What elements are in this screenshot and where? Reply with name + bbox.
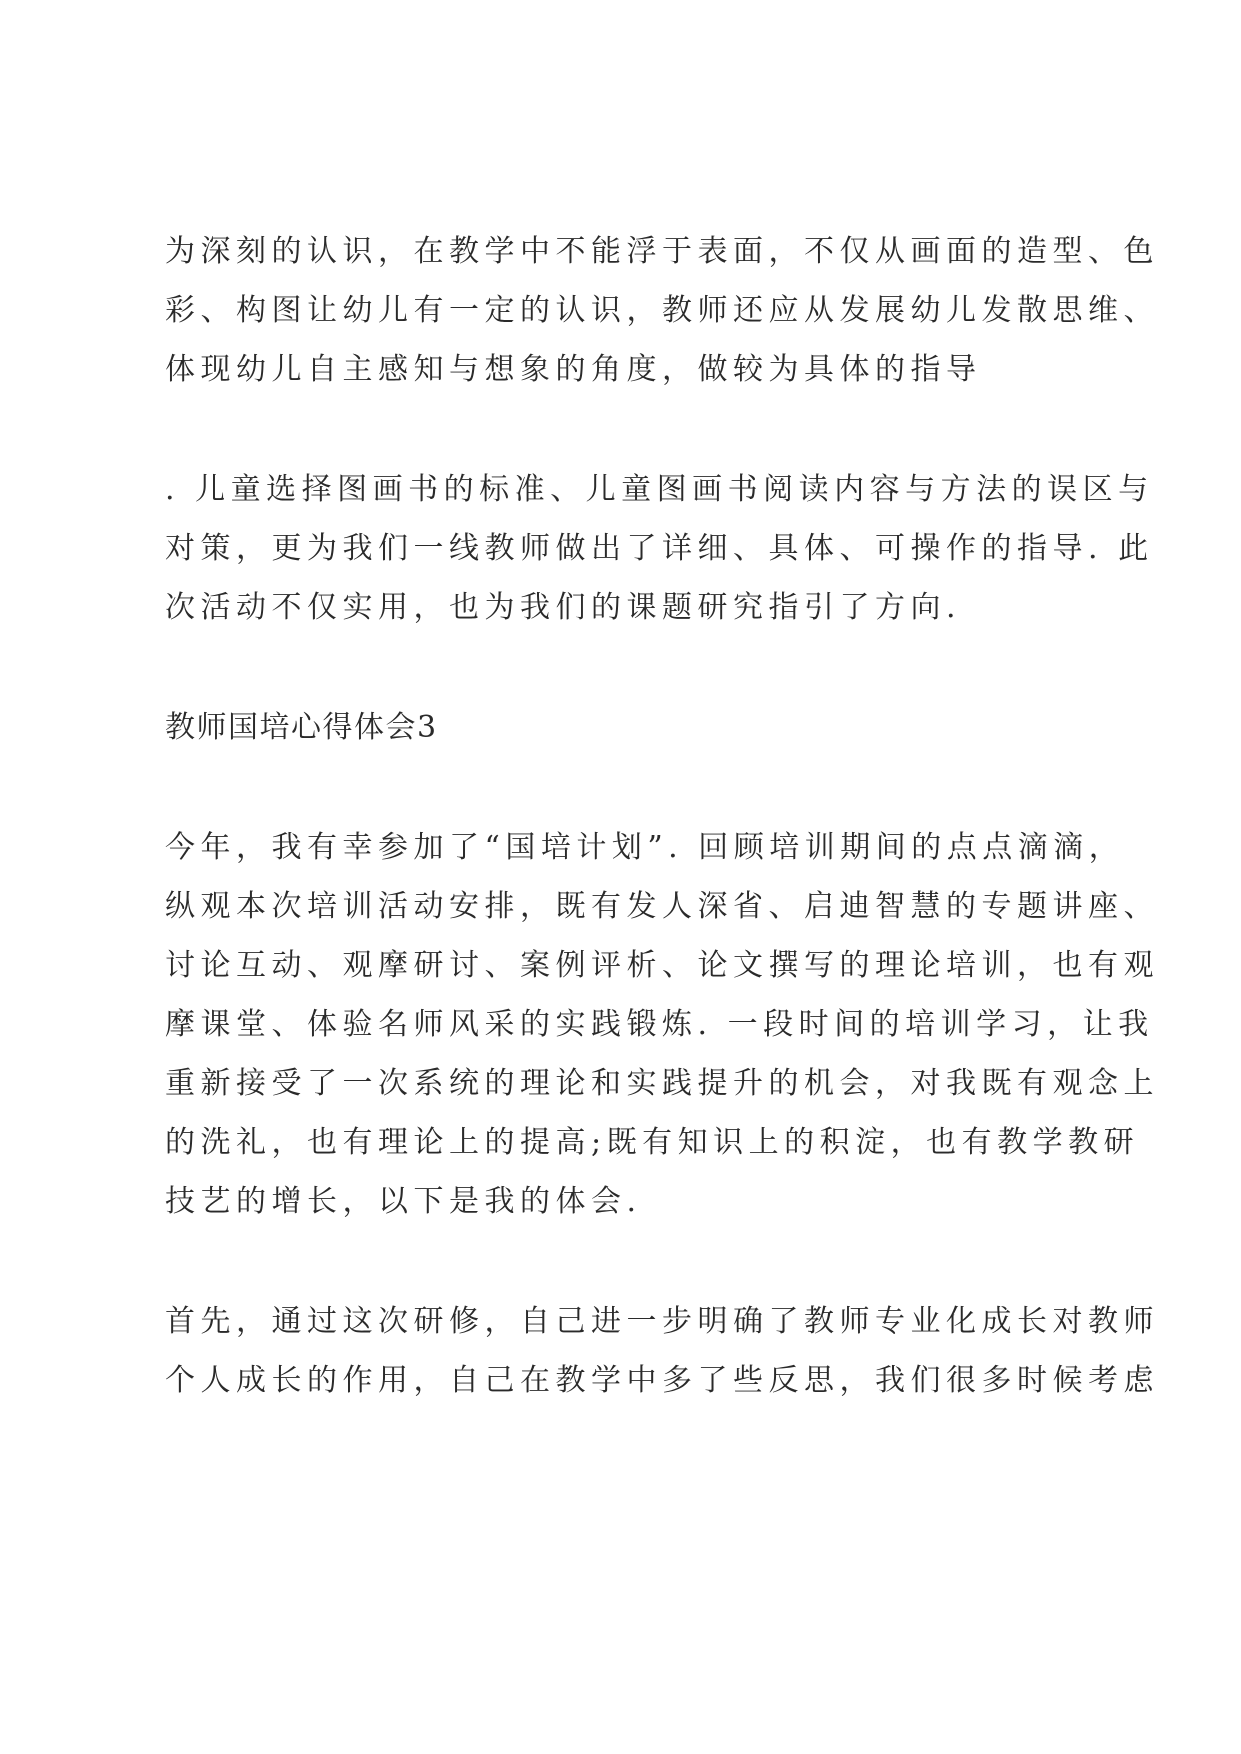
paragraph-line: 今年，我有幸参加了“国培计划”. 回顾培训期间的点点滴滴， [165, 830, 1125, 865]
paragraph-line: 摩课堂、体验名师风采的实践锻炼. 一段时间的培训学习，让我 [165, 1007, 1154, 1042]
paragraph-line: 次活动不仅实用，也为我们的课题研究指引了方向. [165, 590, 962, 625]
paragraph-line: 首先，通过这次研修，自己进一步明确了教师专业化成长对教师 [165, 1304, 1159, 1339]
paragraph-line: 重新接受了一次系统的理论和实践提升的机会，对我既有观念上 [165, 1066, 1159, 1101]
paragraph-line: 体现幼儿自主感知与想象的角度，做较为具体的指导 [165, 352, 982, 387]
paragraph-line: 技艺的增长，以下是我的体会. [165, 1184, 642, 1219]
section-title: 教师国培心得体会3 [165, 710, 438, 745]
paragraph-line: 讨论互动、观摩研讨、案例评析、论文撰写的理论培训，也有观 [165, 948, 1159, 983]
paragraph-line: 的洗礼，也有理论上的提高;既有知识上的积淀，也有教学教研 [165, 1125, 1140, 1160]
paragraph-line: . 儿童选择图画书的标准、儿童图画书阅读内容与方法的误区与 [165, 472, 1154, 507]
paragraph-line: 个人成长的作用，自己在教学中多了些反思，我们很多时候考虑 [165, 1363, 1159, 1398]
paragraph-line: 纵观本次培训活动安排，既有发人深省、启迪智慧的专题讲座、 [165, 889, 1159, 924]
paragraph-line: 对策，更为我们一线教师做出了详细、具体、可操作的指导. 此 [165, 531, 1154, 566]
paragraph-line: 彩、构图让幼儿有一定的认识，教师还应从发展幼儿发散思维、 [165, 293, 1159, 328]
paragraph-line: 为深刻的认识，在教学中不能浮于表面，不仅从画面的造型、色 [165, 234, 1159, 269]
